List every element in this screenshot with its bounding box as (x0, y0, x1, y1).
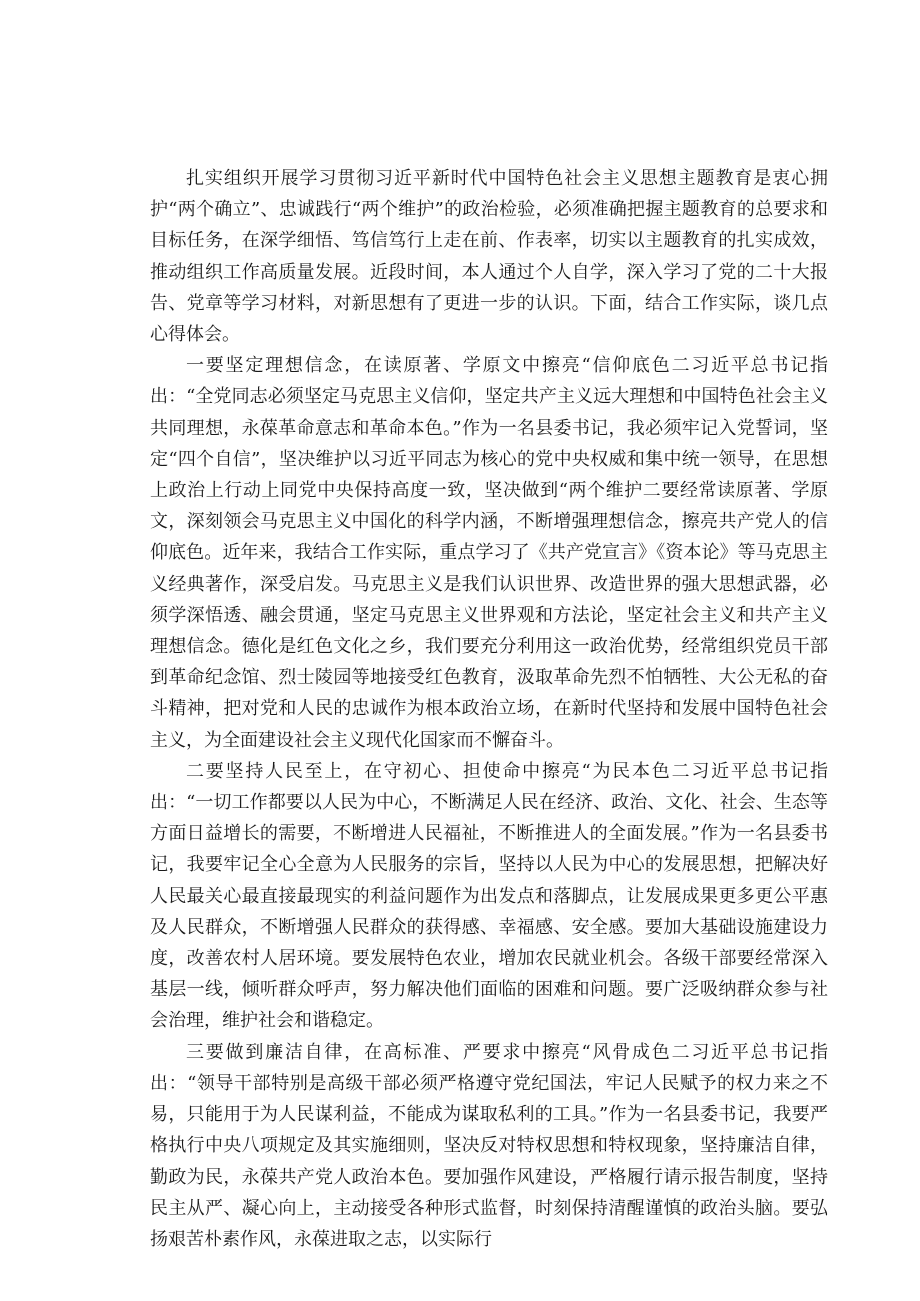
document-body (150, 163, 828, 1255)
paragraph-people-first: 二要坚持人民至上，在守初心、担使命中擦亮“为民本色二习近平总书记指出：“一切工作都要以人民为中心，不断满足人民在经济、政治、文化、社会、生态等方面日益增长的需要，不断增进人民福祉，不断推进人的全面发展。”作为一名县委书记，我要牢记全心全意为人民服务的宗旨，坚持以人民为中心的发展思想，把解决好人民最关心最直接最现实的利益问题作为出发点和落脚点，让发展成果更多更公平惠及人民群众，不断增强人民群众的获得感、幸福感、安全感。要加大基础设施建设力度，改善农村人居环境。要发展特色农业，增加农民就业机会。各级干部要经常深入基层一线，倾听群众呼声，努力解决他们面临的困难和问题。要广泛吸纳群众参与社会治理，维护社会和谐稳定。 (150, 760, 828, 1032)
paragraph-intro: 扎实组织开展学习贯彻习近平新时代中国特色社会主义思想主题教育是衷心拥护“两个确立”、忠诚践行“两个维护”的政治检验，必须准确把握主题教育的总要求和目标任务，在深学细悟、笃信笃行上走在前、作表率，切实以主题教育的扎实成效，推动组织工作高质量发展。近段时间，本人通过个人自学，深入学习了党的二十大报告、党章等学习材料，对新思想有了更进一步的认识。下面，结合工作实际，谈几点心得体会。 (150, 168, 828, 346)
paragraph-ideals-belief: 一要坚定理想信念，在读原著、学原文中擦亮“信仰底色二习近平总书记指出：“全党同志必须坚定马克思主义信仰，坚定共产主义远大理想和中国特色社会主义共同理想，永葆革命意志和革命本色。”作为一名县委书记，我必须牢记入党誓词，坚定“四个自信”，坚决维护以习近平同志为核心的党中央权威和集中统一领导，在思想上政治上行动上同党中央保持高度一致，坚决做到“两个维护二要经常读原著、学原文，深刻领会马克思主义中国化的科学内涵，不断增强理想信念，擦亮共产党人的信仰底色。近年来，我结合工作实际，重点学习了《共产党宣言》《资本论》等马克思主义经典著作，深受启发。马克思主义是我们认识世界、改造世界的强大思想武器，必须学深悟透、融会贯通，坚定马克思主义世界观和方法论，坚定社会主义和共产主义理想信念。德化是红色文化之乡，我们要充分利用这一政治优势，经常组织党员干部到革命纪念馆、烈士陵园等地接受红色教育，汲取革命先烈不怕牺牲、大公无私的奋斗精神，把对党和人民的忠诚作为根本政治立场，在新时代坚持和发展中国特色社会主义，为全面建设社会主义现代化国家而不懈奋斗。 (150, 355, 828, 751)
paragraph-integrity: 三要做到廉洁自律，在高标准、严要求中擦亮“风骨成色二习近平总书记指出：“领导干部特别是高级干部必须严格遵守党纪国法，牢记人民赋予的权力来之不易，只能用于为人民谋利益，不能成为谋取私利的工具。”作为一名县委书记，我要严格执行中央八项规定及其实施细则，坚决反对特权思想和特权现象，坚持廉洁自律，勤政为民，永葆共产党人政治本色。要加强作风建设，严格履行请示报告制度，坚持民主从严、凝心向上，主动接受各种形式监督，时刻保持清醒谨慎的政治头脑。要弘扬艰苦朴素作风，永葆进取之志，以实际行 (150, 1041, 828, 1250)
